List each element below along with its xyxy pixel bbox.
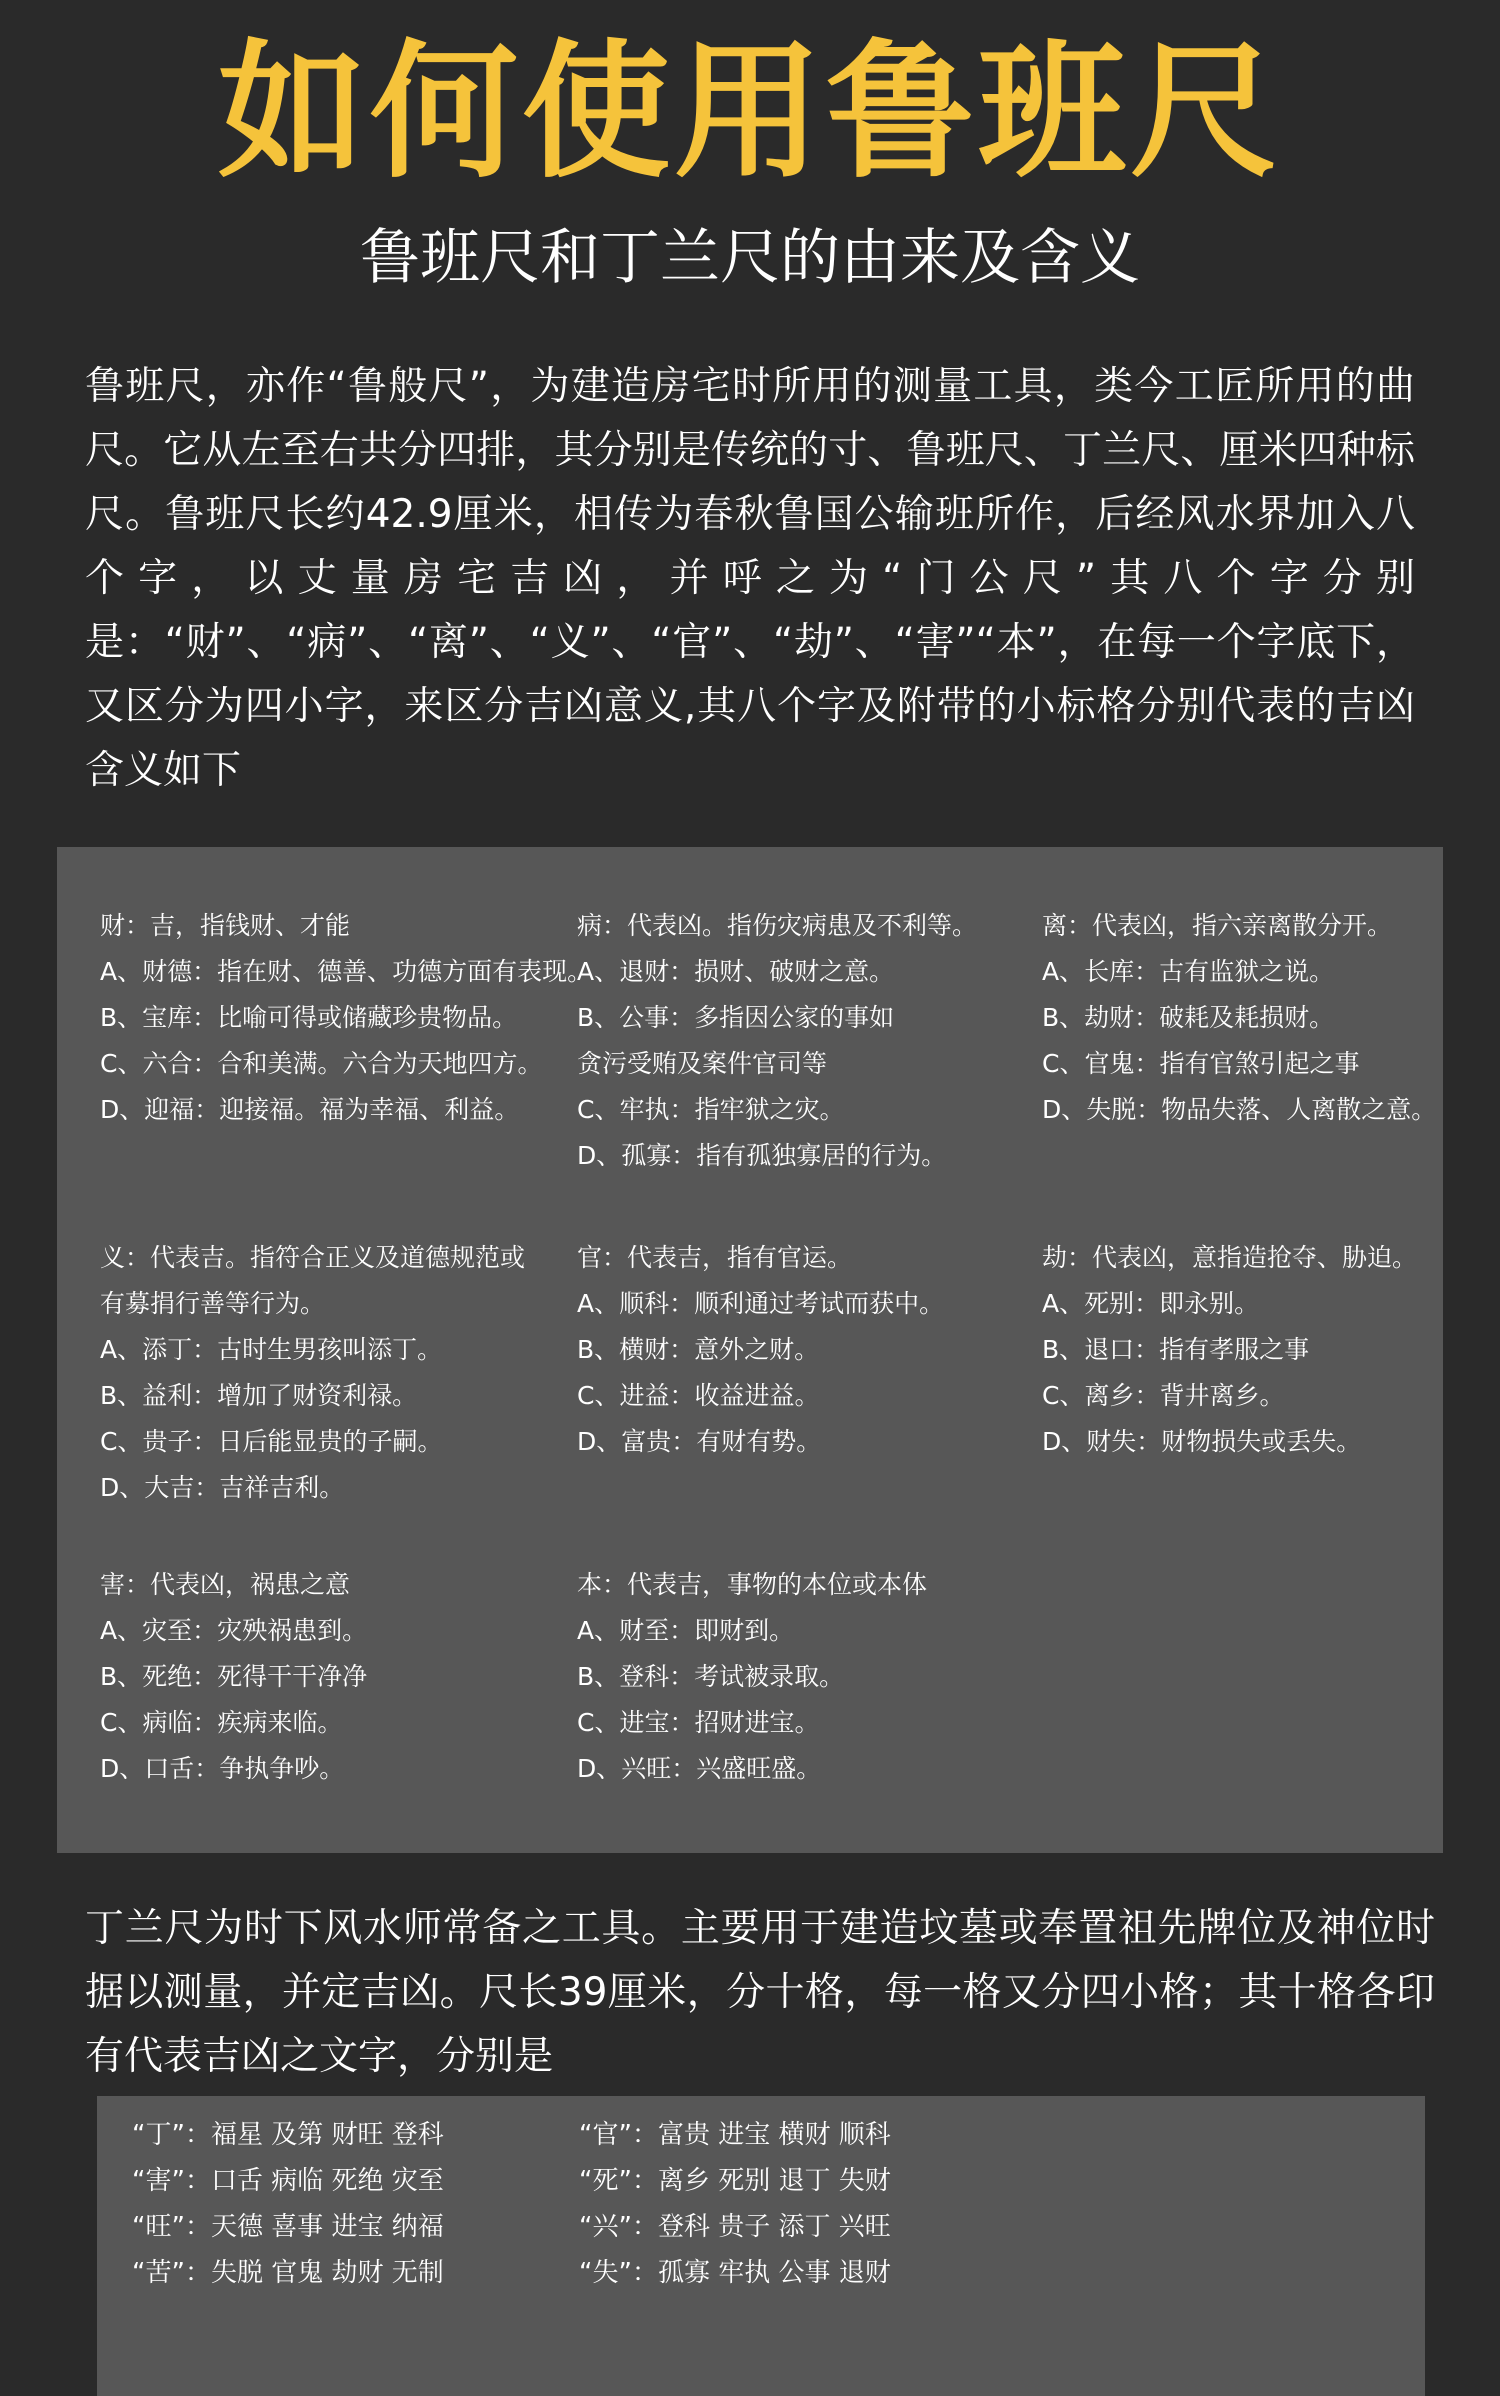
dingla-row: “苦”：失脱 官鬼 劫财 无制 xyxy=(132,2258,444,2288)
entry-heading: 本：代表吉，事物的本位或本体 xyxy=(577,1570,928,1599)
entry-item: D、口舌：争执争吵。 xyxy=(100,1754,345,1783)
entry-jie xyxy=(1042,1235,1432,1465)
entry-item: A、财德：指在财、德善、功德方面有表现。 xyxy=(100,957,593,986)
entry-item: 贪污受贿及案件官司等 xyxy=(577,1049,828,1078)
dingla-row: “官”：富贵 进宝 横财 顺科 xyxy=(579,2120,891,2150)
entry-item: C、官鬼：指有官煞引起之事 xyxy=(1042,1049,1360,1078)
entry-item: A、顺科：顺利通过考试而获中。 xyxy=(577,1289,945,1318)
entry-ben xyxy=(577,1562,1047,1792)
entry-item: C、贵子：日后能显贵的子嗣。 xyxy=(100,1427,443,1456)
entry-heading: 义：代表吉。指符合正义及道德规范或有募捐行善等行为。 xyxy=(100,1243,526,1318)
entry-item: C、六合：合和美满。六合为天地四方。 xyxy=(100,1049,543,1078)
entry-item: D、财失：财物损失或丢失。 xyxy=(1042,1427,1362,1456)
entry-item: A、长库：古有监狱之说。 xyxy=(1042,957,1335,986)
dingla-row: “失”：孤寡 牢执 公事 退财 xyxy=(579,2258,891,2288)
dingla-meanings-panel xyxy=(97,2096,1425,2396)
entry-item: B、登科：考试被录取。 xyxy=(577,1662,845,1691)
entry-heading: 病：代表凶。指伤灾病患及不利等。 xyxy=(577,911,978,940)
entry-heading: 离：代表凶，指六亲离散分开。 xyxy=(1042,911,1393,940)
luban-meanings-panel xyxy=(57,847,1443,1853)
entry-item: B、益利：增加了财资利禄。 xyxy=(100,1381,418,1410)
entry-item: C、进益：收益进益。 xyxy=(577,1381,820,1410)
entry-item: D、迎福：迎接福。福为幸福、利益。 xyxy=(100,1095,520,1124)
entry-item: A、灾至：灾殃祸患到。 xyxy=(100,1616,368,1645)
entry-item: D、失脱：物品失落、人离散之意。 xyxy=(1042,1095,1437,1124)
entry-item: D、兴旺：兴盛旺盛。 xyxy=(577,1754,822,1783)
intro-paragraph: 鲁班尺，亦作“鲁般尺”，为建造房宅时所用的测量工具，类今工匠所用的曲尺。它从左至右共分四排，其分别是传统的寸、鲁班尺、丁兰尺、厘米四种标尺。鲁班尺长约42.9厘米，相传为春秋鲁国公输班所作，后经风水界加入八个字，以丈量房宅吉凶，并呼之为“门公尺”其八个字分别是：“财”、“病”、“离”、“义”、“官”、“劫”、“害”“本”，在每一个字底下，又区分为四小字，来区分吉凶意义,其八个字及附带的小标格分别代表的吉凶含义如下 xyxy=(85,364,1415,793)
entry-item: C、离乡：背井离乡。 xyxy=(1042,1381,1285,1410)
entry-item: A、财至：即财到。 xyxy=(577,1616,795,1645)
entry-item: B、劫财：破耗及耗损财。 xyxy=(1042,1003,1335,1032)
entry-bing xyxy=(577,903,1047,1179)
page-subtitle: 鲁班尺和丁兰尺的由来及含义 xyxy=(360,223,1140,293)
entry-item: B、退口：指有孝服之事 xyxy=(1042,1335,1310,1364)
entry-item: C、病临：疾病来临。 xyxy=(100,1708,343,1737)
entry-guan xyxy=(577,1235,1047,1465)
dingla-row: “旺”：天德 喜事 进宝 纳福 xyxy=(132,2212,444,2242)
entry-item: C、进宝：招财进宝。 xyxy=(577,1708,820,1737)
entry-item: D、大吉：吉祥吉利。 xyxy=(100,1473,345,1502)
entry-heading: 财：吉，指钱财、才能 xyxy=(100,911,351,940)
entry-cai xyxy=(100,903,593,1133)
entry-item: C、牢执：指牢狱之灾。 xyxy=(577,1095,845,1124)
dingla-row: “兴”：登科 贵子 添丁 兴旺 xyxy=(579,2212,891,2242)
entry-item: B、公事：多指因公家的事如 xyxy=(577,1003,895,1032)
entry-item: D、富贵：有财有势。 xyxy=(577,1427,822,1456)
entry-item: B、死绝：死得干干净净 xyxy=(100,1662,368,1691)
dingla-row: “丁”：福星 及第 财旺 登科 xyxy=(132,2120,444,2150)
entry-item: B、宝库：比喻可得或储藏珍贵物品。 xyxy=(100,1003,518,1032)
dingla-row: “害”：口舌 病临 死绝 灾至 xyxy=(132,2166,444,2196)
dingla-row: “死”：离乡 死别 退丁 失财 xyxy=(579,2166,891,2196)
entry-item: D、孤寡：指有孤独寡居的行为。 xyxy=(577,1141,947,1170)
entry-item: A、死别：即永别。 xyxy=(1042,1289,1260,1318)
entry-item: A、退财：损财、破财之意。 xyxy=(577,957,895,986)
entry-item: B、横财：意外之财。 xyxy=(577,1335,820,1364)
entry-hai xyxy=(100,1562,570,1792)
dingla-paragraph: 丁兰尺为时下风水师常备之工具。主要用于建造坟墓或奉置祖先牌位及神位时据以测量，并定吉凶。尺长39厘米，分十格，每一格又分四小格；其十格各印有代表吉凶之文字，分别是 xyxy=(85,1906,1435,2079)
entry-yi xyxy=(100,1235,540,1511)
page-title: 如何使用鲁班尺 xyxy=(218,26,1282,198)
entry-item: A、添丁：古时生男孩叫添丁。 xyxy=(100,1335,443,1364)
entry-heading: 官：代表吉，指有官运。 xyxy=(577,1243,853,1272)
entry-heading: 劫：代表凶，意指造抢夺、胁迫。 xyxy=(1042,1243,1418,1272)
entry-heading: 害：代表凶，祸患之意 xyxy=(100,1570,351,1599)
entry-li xyxy=(1042,903,1437,1133)
